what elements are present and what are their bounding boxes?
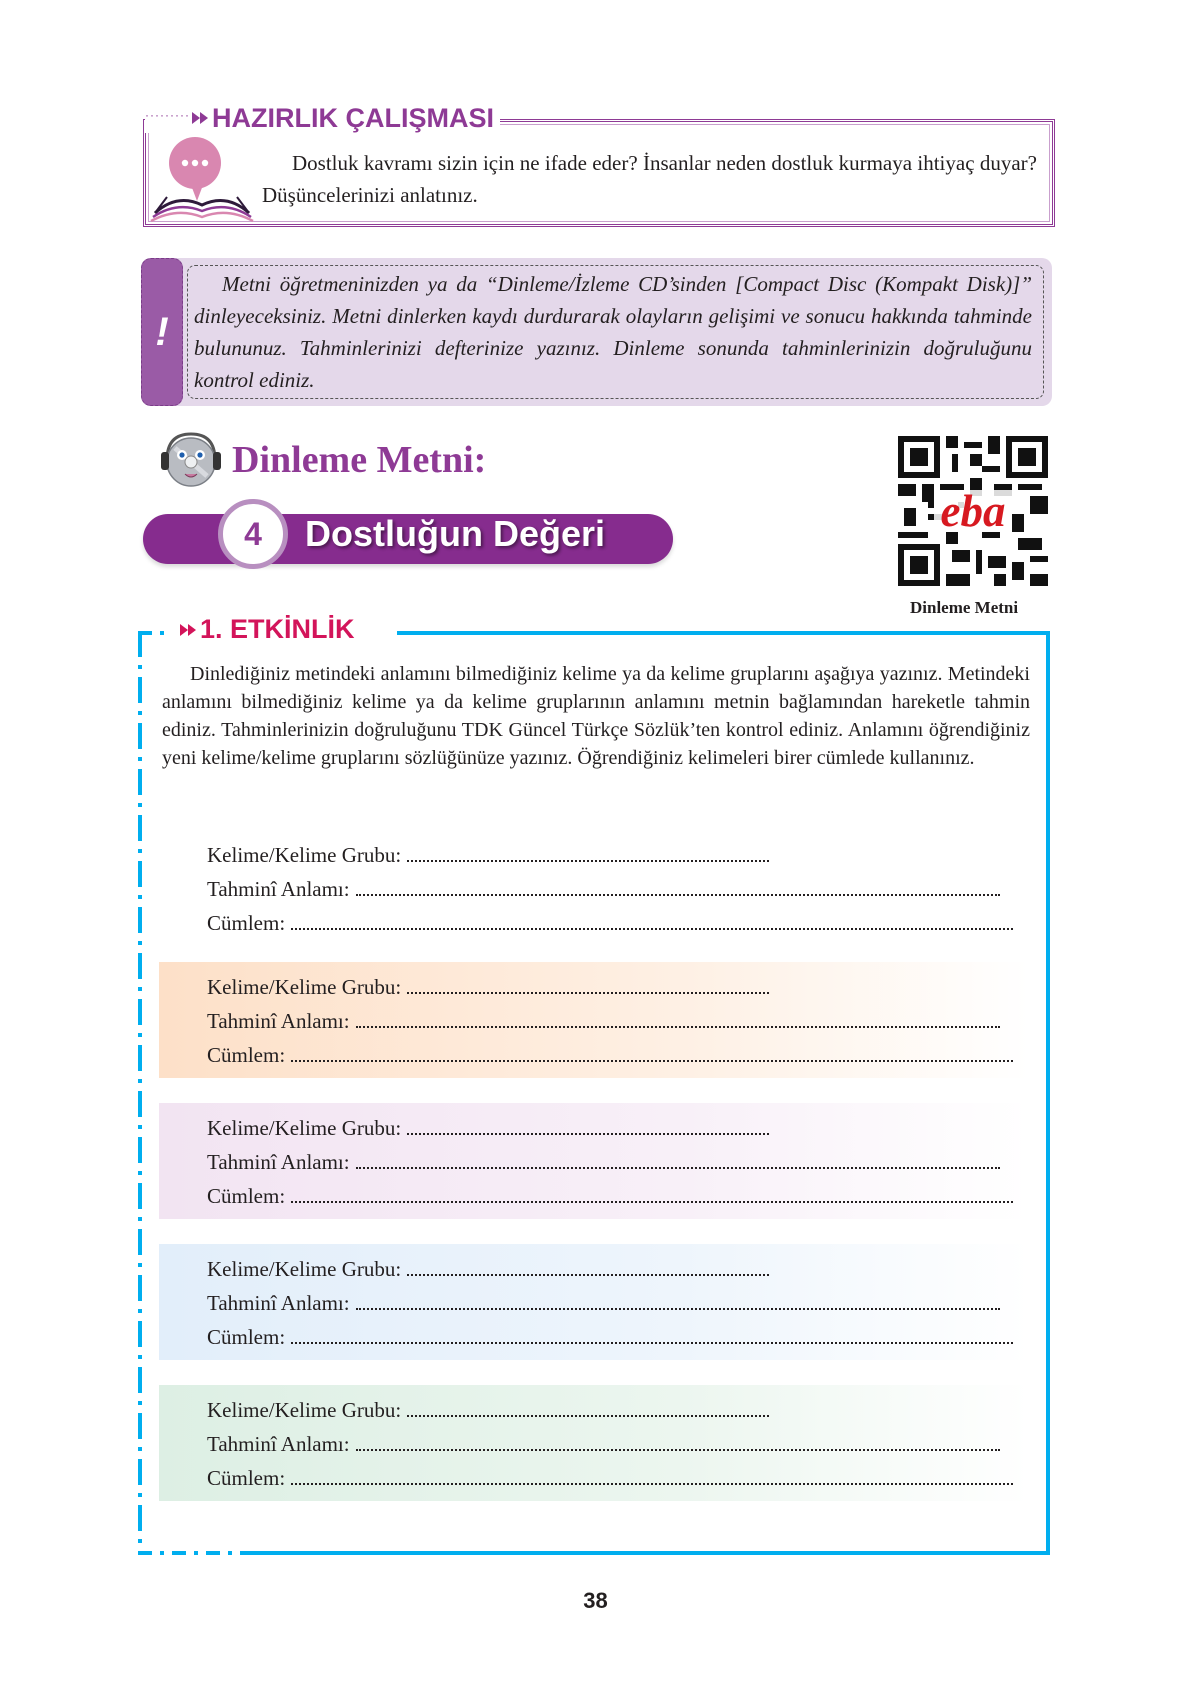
word-field-row [207,970,1029,1004]
word-entry-block [159,962,1029,1078]
frame-bottom-border [243,1551,1050,1555]
activity-instructions: Dinlediğiniz metindeki anlamını bilmediğiniz kelime ya da kelime gruplarını aşağıya yazınız. Metindeki anlamını bilmediğiniz kelime ya da kelime gruplarının anlamını metnin bağlamından hareketle tahmin ediniz. Tahminlerinizin doğruluğunu TDK Güncel Türkçe Sözlük’ten kontrol ediniz. Anlamını öğrendiğiniz yeni kelime/kelime gruplarını sözlüğünüze yazınız. Öğrendiğiniz kelimeleri birer cümlede kullanınız. [162,663,1030,769]
word-label: Kelime/Kelime Grubu: [207,1116,402,1140]
word-label: Kelime/Kelime Grubu: [207,975,402,999]
dotted-lead-decoration: ········· [145,108,190,122]
sentence-input[interactable] [291,927,1013,930]
cd-headphones-icon [157,430,225,490]
lesson-title: Dostluğun Değeri [305,513,606,554]
sentence-input[interactable] [291,1482,1013,1485]
meaning-field-row [207,1286,1029,1320]
frame-corner-dash [138,631,152,635]
meaning-label: Tahminî Anlamı: [207,877,350,901]
frame-corner-dot [160,631,164,635]
sentence-input[interactable] [291,1341,1013,1344]
meaning-field-row [207,1145,1029,1179]
meaning-input[interactable] [356,1025,1000,1028]
sentence-label: Cümlem: [207,1043,286,1067]
word-field-row [207,1111,1029,1145]
frame-left-dashed-border [138,631,142,1555]
word-input[interactable] [407,1414,769,1417]
meaning-field-row [207,872,1029,906]
frame-bottom-dashed-border [138,1551,243,1555]
notice-text: Metni öğretmeninizden ya da “Dinleme/İzleme CD’sinden [Compact Disc (Kompakt Disk)]” dinleyeceksiniz. Metni dinlerken kaydı durdurarak olayların gelişimi ve sonucu hakkında tahminde bulununuz. Tahminlerinizi defterinize yazınız. Dinleme sonunda tahminlerinizin doğruluğunu kontrol ediniz. [194,272,1032,392]
sentence-label: Cümlem: [207,1184,286,1208]
sentence-field-row [207,1179,1029,1213]
exclamation-tab [141,258,183,406]
preparation-prompt: Dostluk kavramı sizin için ne ifade eder? İnsanlar neden dostluk kurmaya ihtiyaç duyar? Düşüncelerinizi anlatınız. [262,151,1037,207]
meaning-input[interactable] [356,1448,1000,1451]
word-input[interactable] [407,859,769,862]
word-label: Kelime/Kelime Grubu: [207,1398,402,1422]
sentence-input[interactable] [291,1059,1013,1062]
meaning-field-row [207,1427,1029,1461]
lesson-number-badge: 4 [218,499,288,569]
qr-caption: Dinleme Metni [910,598,1019,617]
meaning-input[interactable] [356,1166,1000,1169]
sentence-field-row [207,906,1029,940]
meaning-label: Tahminî Anlamı: [207,1009,350,1033]
meaning-input[interactable] [356,1307,1000,1310]
word-entry-block [159,1385,1029,1501]
activity-header [180,614,355,645]
word-field-row [207,838,1029,872]
frame-top-border [397,631,1050,635]
word-entry-block [159,830,1029,946]
double-arrow-icon [180,624,196,636]
word-input[interactable] [407,991,769,994]
preparation-title: HAZIRLIK ÇALIŞMASI [211,102,494,133]
word-entry-block [159,1103,1029,1219]
sentence-field-row [207,1320,1029,1354]
page-number: 38 [583,1588,608,1613]
word-field-row [207,1393,1029,1427]
sentence-input[interactable] [291,1200,1013,1203]
meaning-label: Tahminî Anlamı: [207,1291,350,1315]
sentence-field-row [207,1461,1029,1495]
meaning-label: Tahminî Anlamı: [207,1150,350,1174]
sentence-label: Cümlem: [207,911,286,935]
double-arrow-icon [192,112,208,124]
listening-text-heading: Dinleme Metni: [232,439,487,481]
word-input[interactable] [407,1273,769,1276]
sentence-label: Cümlem: [207,1325,286,1349]
speech-bubble-book-icon [147,135,257,223]
word-field-row [207,1252,1029,1286]
qr-code[interactable] [898,436,1048,586]
sentence-field-row [207,1038,1029,1072]
meaning-input[interactable] [356,893,1000,896]
word-label: Kelime/Kelime Grubu: [207,1257,402,1281]
meaning-label: Tahminî Anlamı: [207,1432,350,1456]
sentence-label: Cümlem: [207,1466,286,1490]
frame-right-border [1046,631,1050,1555]
preparation-header [145,103,500,133]
word-label: Kelime/Kelime Grubu: [207,843,402,867]
activity-title: 1. ETKİNLİK [200,614,355,644]
word-input[interactable] [407,1132,769,1135]
exclamation-icon: ! [155,309,169,354]
meaning-field-row [207,1004,1029,1038]
eba-logo: eba [940,486,1006,536]
word-entry-block [159,1244,1029,1360]
